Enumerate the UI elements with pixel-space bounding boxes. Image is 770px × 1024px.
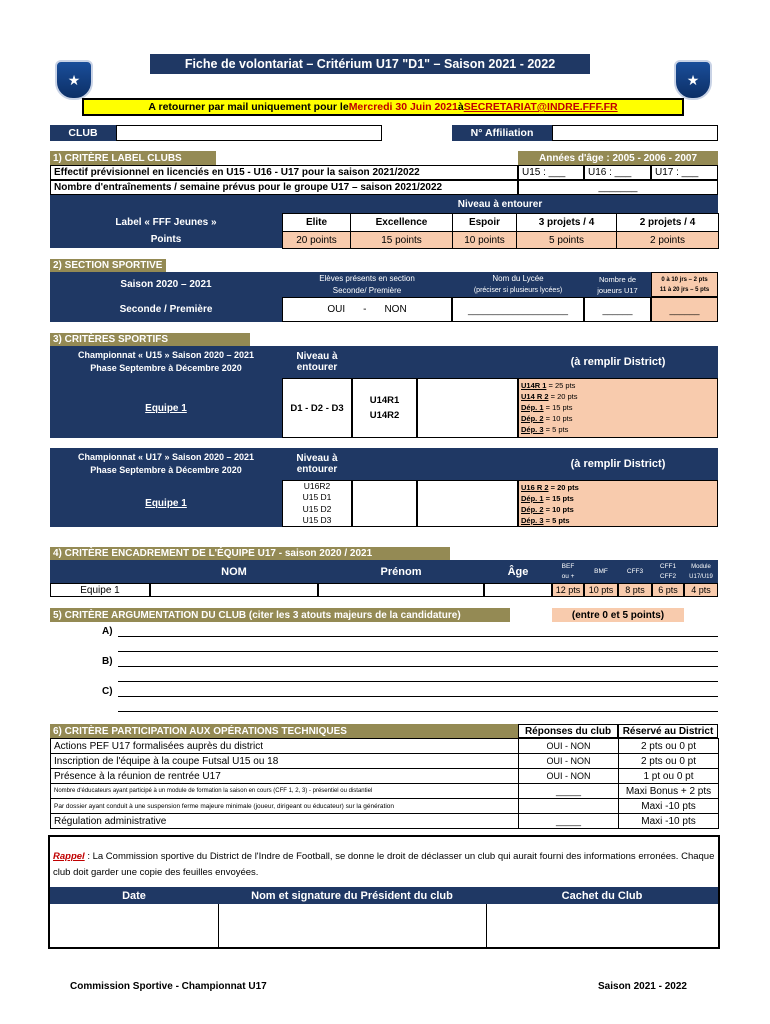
reserve-header: Réservé au District (618, 724, 718, 738)
level-excellence[interactable]: Excellence (351, 214, 453, 232)
section6-title: 6) CRITÈRE PARTICIPATION AUX OPÉRATIONS TECHNIQUES (50, 724, 518, 738)
u15-d-levels[interactable]: D1 - D2 - D3 (282, 378, 352, 438)
op-row-pef: Actions PEF U17 formalisées auprès du district (51, 739, 519, 754)
argument-a-line-2[interactable] (118, 651, 718, 652)
points-header: Points (50, 231, 282, 248)
section1-ages: Années d'âge : 2005 - 2006 - 2007 (518, 151, 718, 165)
champ-u17-niveau: Niveau à entourer (282, 448, 352, 480)
u16-field[interactable]: U16 : ___ (584, 165, 651, 180)
u15-r-levels[interactable]: U14R1 U14R2 (352, 378, 417, 438)
club-label: CLUB (50, 125, 116, 141)
reponses-header: Réponses du club (518, 724, 618, 738)
points-espoir: 10 points (453, 232, 517, 249)
module-header: Module U17/U19 (684, 560, 718, 583)
cff3-header: CFF3 (618, 560, 652, 583)
cff1-points: 6 pts (652, 583, 684, 597)
footer-left: Commission Sportive - Championnat U17 (70, 981, 267, 992)
page-title: Fiche de volontariat – Critérium U17 "D1" – Saison 2021 - 2022 (150, 54, 590, 74)
nombre-joueurs-header: Nombre de joueurs U17 (584, 272, 651, 297)
football-crest-icon: ★ (67, 71, 81, 88)
bmf-points: 10 pts (584, 583, 618, 597)
return-notice: A retourner par mail uniquement pour le Mercredi 30 Juin 2021 à SECRETARIAT@INDRE.FFF.FR (82, 98, 684, 116)
dist-line: Dép. 3 = 5 pts (521, 425, 569, 434)
prenom-field[interactable] (318, 583, 484, 597)
section2-points-field: ______ (651, 297, 718, 322)
dist-line: U16 R 2 = 20 pts (521, 483, 579, 492)
return-date: Mercredi 30 Juin 2021 (348, 101, 458, 113)
section2-niveau: Seconde / Première (50, 297, 282, 322)
u15-district-points (518, 378, 718, 438)
district-logo-left (55, 60, 93, 100)
level-elite[interactable]: Elite (283, 214, 351, 232)
op-row-regulation-reponse[interactable]: _____ (519, 814, 619, 829)
argument-a-label: A) (102, 626, 113, 637)
bef-points: 12 pts (552, 583, 584, 597)
label-fff-header: Label « FFF Jeunes » (50, 213, 282, 231)
points-3-projets: 5 points (517, 232, 617, 249)
eleves-header: Elèves présents en section Seconde/ Première (282, 272, 452, 297)
argument-c-label: C) (102, 686, 113, 697)
op-row-suspension: Par dossier ayant conduit à une suspension ferme majeure minimale (joueur, dirigeant ou éducateur) sur la génération (51, 799, 519, 814)
u15-field[interactable]: U15 : ___ (518, 165, 584, 180)
affiliation-label: N° Affiliation (452, 125, 552, 141)
dist-line: Dép. 3 = 5 pts (521, 516, 570, 525)
module-points: 4 pts (684, 583, 718, 597)
eleves-choice: OUI - NON (282, 297, 452, 322)
club-field[interactable] (116, 125, 382, 141)
argument-b-line-2[interactable] (118, 681, 718, 682)
op-row-futsal-district: 2 pts ou 0 pt (619, 754, 719, 769)
bef-header: BEF ou + (552, 560, 584, 583)
section6-table (50, 738, 719, 829)
level-2-projets[interactable]: 2 projets / 4 (617, 214, 719, 232)
argument-c-line[interactable] (118, 696, 718, 697)
age-header: Âge (484, 560, 552, 583)
section4-title: 4) CRITÈRE ENCADREMENT DE L'ÉQUIPE U17 - saison 2020 / 2021 (50, 547, 450, 560)
op-row-formation-district: Maxi Bonus + 2 pts (619, 784, 719, 799)
op-row-regulation-district: Maxi -10 pts (619, 814, 719, 829)
cff1-header: CFF1 CFF2 (652, 560, 684, 583)
champ-u17-header: Championnat « U17 » Saison 2020 – 2021 Phase Septembre à Décembre 2020 (50, 448, 282, 480)
u17-field[interactable]: U17 : ___ (651, 165, 718, 180)
op-row-reunion: Présence à la réunion de rentrée U17 (51, 769, 519, 784)
u15-blank-cell (417, 378, 518, 438)
champ-u15-header: Championnat « U15 » Saison 2020 – 2021 Phase Septembre à Décembre 2020 (50, 346, 282, 378)
equipe-label: Equipe 1 (50, 583, 150, 597)
op-row-regulation: Régulation administrative (51, 814, 519, 829)
op-row-suspension-reponse[interactable] (519, 799, 619, 814)
op-row-pef-district: 2 pts ou 0 pt (619, 739, 719, 754)
non-option[interactable]: NON (384, 304, 407, 315)
date-field[interactable] (50, 904, 218, 947)
dist-line: Dép. 1 = 15 pts (521, 494, 574, 503)
section1-row-entrainements: Nombre d'entraînements / semaine prévus pour le groupe U17 – saison 2021/2022 (50, 180, 518, 195)
op-row-formation-reponse[interactable]: _____ (519, 784, 619, 799)
section1-header-blank (50, 195, 282, 213)
points-excellence: 15 points (351, 232, 453, 249)
level-3-projets[interactable]: 3 projets / 4 (517, 214, 617, 232)
nombre-joueurs-field[interactable]: ______ (584, 297, 651, 322)
label-levels (282, 213, 719, 249)
section1-title: 1) CRITÈRE LABEL CLUBS (50, 151, 216, 165)
section3-title: 3) CRITÈRES SPORTIFS (50, 333, 250, 346)
op-row-reunion-reponse[interactable]: OUI - NON (519, 769, 619, 784)
dist-line: U14R 1 = 25 pts (521, 381, 576, 390)
section1-row-effectif: Effectif prévisionnel en licenciés en U15 - U16 - U17 pour la saison 2021/2022 (50, 165, 518, 180)
argument-b-label: B) (102, 656, 113, 667)
section2-points-scale: 0 à 10 jrs – 2 pts 11 à 20 jrs – 5 pts (651, 272, 718, 297)
nom-header: NOM (150, 560, 318, 583)
football-crest-icon: ★ (686, 71, 700, 88)
cachet-field[interactable] (487, 904, 718, 947)
district-logo-right (674, 60, 712, 100)
points-2-projets: 2 points (617, 232, 719, 249)
champ-u17-equipe: Equipe 1 (50, 480, 282, 527)
return-email-link[interactable]: SECRETARIAT@INDRE.FFF.FR (463, 101, 618, 113)
champ-u17-blank (352, 448, 518, 480)
cachet-header: Cachet du Club (486, 887, 718, 904)
section5-points: (entre 0 et 5 points) (552, 608, 684, 622)
section2-saison: Saison 2020 – 2021 (50, 272, 282, 297)
u17-blank-cell-1 (352, 480, 417, 527)
rappel-box (48, 835, 720, 949)
champ-u15-equipe: Equipe 1 (50, 378, 282, 438)
section4-header-blank (50, 560, 150, 583)
dist-line: Dép. 1 = 15 pts (521, 403, 573, 412)
op-row-futsal-reponse[interactable]: OUI - NON (519, 754, 619, 769)
nom-field[interactable] (150, 583, 318, 597)
op-row-futsal: Inscription de l'équipe à la coupe Futsal U15 ou 18 (51, 754, 519, 769)
oui-option[interactable]: OUI (327, 304, 346, 315)
u17-levels[interactable]: U16R2 U15 D1 U15 D2 U15 D3 (282, 480, 352, 527)
argument-a-line[interactable] (118, 636, 718, 637)
entrainements-field[interactable]: _______ (518, 180, 718, 195)
prenom-header: Prénom (318, 560, 484, 583)
champ-u17-district: (à remplir District) (518, 448, 718, 480)
age-field[interactable] (484, 583, 552, 597)
points-elite: 20 points (283, 232, 351, 249)
dist-line: Dép. 2 = 10 pts (521, 414, 573, 423)
u17-district-points (518, 480, 718, 527)
section5-title: 5) CRITÈRE ARGUMENTATION DU CLUB (citer les 3 atouts majeurs de la candidature) (50, 608, 510, 622)
dist-line: Dép. 2 = 10 pts (521, 505, 574, 514)
op-row-reunion-district: 1 pt ou 0 pt (619, 769, 719, 784)
champ-u15-district: (à remplir District) (518, 346, 718, 378)
u17-blank-cell-2 (417, 480, 518, 527)
bmf-header: BMF (584, 560, 618, 583)
affiliation-field[interactable] (552, 125, 718, 141)
op-row-suspension-district: Maxi -10 pts (619, 799, 719, 814)
section2-title: 2) SECTION SPORTIVE (50, 259, 166, 272)
section1-niveau: Niveau à entourer (282, 195, 718, 213)
argument-c-line-2[interactable] (118, 711, 718, 712)
argument-b-line[interactable] (118, 666, 718, 667)
champ-u15-blank (352, 346, 518, 378)
dist-line: U14 R 2 = 20 pts (521, 392, 578, 401)
op-row-formation: Nombre d'éducateurs ayant participé à un module de formation la saison en cours (CFF 1, 2, 3) - présentiel ou distantiel (51, 784, 519, 799)
champ-u15-niveau: Niveau à entourer (282, 346, 352, 378)
lycee-field[interactable]: ____________________ (452, 297, 584, 322)
signature-header: Nom et signature du Président du club (218, 887, 486, 904)
cff3-points: 8 pts (618, 583, 652, 597)
op-row-pef-reponse[interactable]: OUI - NON (519, 739, 619, 754)
lycee-header: Nom du Lycée (préciser si plusieurs lycées) (452, 272, 584, 297)
date-header: Date (50, 887, 218, 904)
rappel-text: Rappel : La Commission sportive du District de l'Indre de Football, se donne le droit de déclasser un club qui aurait fourni des informations erronées. Chaque club doit garder une copie des feuilles envoyées. (53, 851, 715, 878)
signature-field[interactable] (219, 904, 486, 947)
footer-right: Saison 2021 - 2022 (598, 981, 687, 992)
level-espoir[interactable]: Espoir (453, 214, 517, 232)
